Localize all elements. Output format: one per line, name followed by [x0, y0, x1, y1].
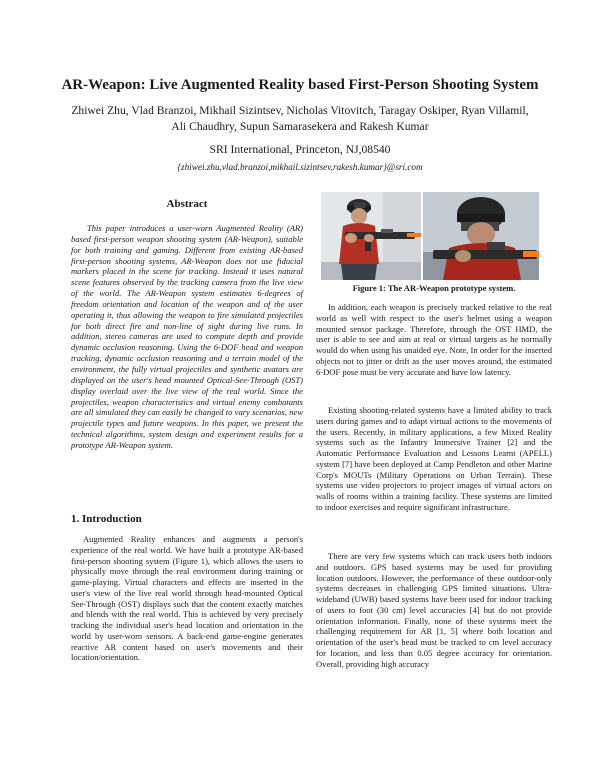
affiliation: SRI International, Princeton, NJ,08540	[209, 143, 391, 156]
figure-photo-helmet-closeup	[423, 192, 539, 280]
abstract-text: This paper introduces a user-worn Augmented Reality (AR) based first-person weapon shooting system (AR-Weapon), suitable for both training and gaming. Different from existing AR-based first-person shooting systems, AR-Weapon does not use fiducial markers placed in the scene for tracking. Instead it uses natural scene features observed by the tracking camera from the live view of the world. The AR-Weapon system estimates 6-degrees of freedom orientation and location of the weapon and of the user operating it, thus allowing the weapon to fire simulated projectiles for both direct fire and non-line of sight during live runs. In addition, stereo cameras are used to compute depth and provide dynamic occlusion reasoning. Using the 6-DOF head and weapon tracking, dynamic occlusion reasoning and a terrain model of the environment, the fully virtual projectiles and synthetic avatars are displayed on the user's head mounted Optical-See-Through (OST) display overlaid over the live view of the real world. Since the projectiles, weapon characteristics and virtual enemy combatants are all simulated they can easily be changed to vary scenarios, new projectile types and future weapons. In this paper, we present the technical algorithms, system design and experiment results for a prototype AR-Weapon system.	[71, 223, 303, 450]
author-list: Zhiwei Zhu, Vlad Branzoi, Mikhail Sizintsev, Nicholas Vitovitch, Taragay Oskiper, Ryan Villamil, Ali Chaudhry, Supun Samarasekera and Rakesh Kumar	[71, 104, 529, 133]
paper-title: AR-Weapon: Live Augmented Reality based First-Person Shooting System	[61, 77, 539, 93]
figure-1	[316, 192, 552, 280]
introduction-heading: 1. Introduction	[71, 513, 142, 525]
abstract-heading: Abstract	[166, 198, 208, 210]
right-paragraph-tracking-limits: There are very few systems which can track users both indoors and outdoors. GPS based systems may be used for providing location outdoors. However, the performance of these outdoor-only systems decreases in challenging GPS limited situations. Ultra-wideband (UWB) based systems have been used for indoor tracking of users to foot (30 cm) level accuracies [4] but do not provide orientation information. Finally, none of these systems meet the challenging requirement for AR [1, 5] where both location and orientation of the user's head must be tracked to cm level accuracy for location, and less than 0.05 degree accuracy for orientation. Overall, providing high accuracy	[316, 551, 552, 669]
figure-photo-soldier-with-rifle	[321, 192, 421, 280]
introduction-text: Augmented Reality enhances and augments a person's experience of the real world. We have built a prototype AR-based first-person shooting system (Figure 1), which allows the users to physically move through the real environment during training or game-playing. Virtual characters and effects are inserted in the user's view of the live real world through head-mounted Optical See-Through (OST) displays such that the content exactly matches and blends with the real world. This is achieved by very precisely tracking the individual user's head location and orientation in the world by user-worn sensors. A back-end game-engine generates reactive AR content based on user's movements and their location/orientation.	[71, 534, 303, 663]
author-emails: {zhiwei.zhu,vlad.branzoi,mikhail.sizintsev,rakesh.kumar}@sri.com	[177, 162, 423, 172]
helmet-closeup-illustration	[423, 192, 539, 280]
right-paragraph-existing-systems: Existing shooting-related systems have a limited ability to track users during games and to adapt virtual actions to the movements of the users. Recently, in military applications, a few Mixed Reality systems such as the Infantry Immersive Trainer [2] and the Automatic Performance Evaluation and Lessons Learnt (APELL) system [7] have been deployed at Camp Pendleton and other Marine Corp's MOUTs (Military Operations on Urban Terrain). These systems use video projectors to project images of virtual actors on walls of rooms within a training facility. These systems are limited to indoor exercises and require significant infrastructure.	[316, 405, 552, 512]
figure-1-caption: Figure 1: The AR-Weapon prototype system.	[352, 283, 516, 293]
soldier-with-rifle-illustration	[321, 192, 421, 280]
right-paragraph-weapon-tracking: In addition, each weapon is precisely tracked relative to the real world as well with respect to the user's helmet using a weapon mounted sensor package. Therefore, through the OST HMD, the user is able to see and aim at real or virtual targets as he normally would do when using his unaided eye. Note, In order for the inserted objects not to jitter or drift as the user moves around, the estimated 6-DOF pose must be very accurate and have low latency.	[316, 302, 552, 377]
